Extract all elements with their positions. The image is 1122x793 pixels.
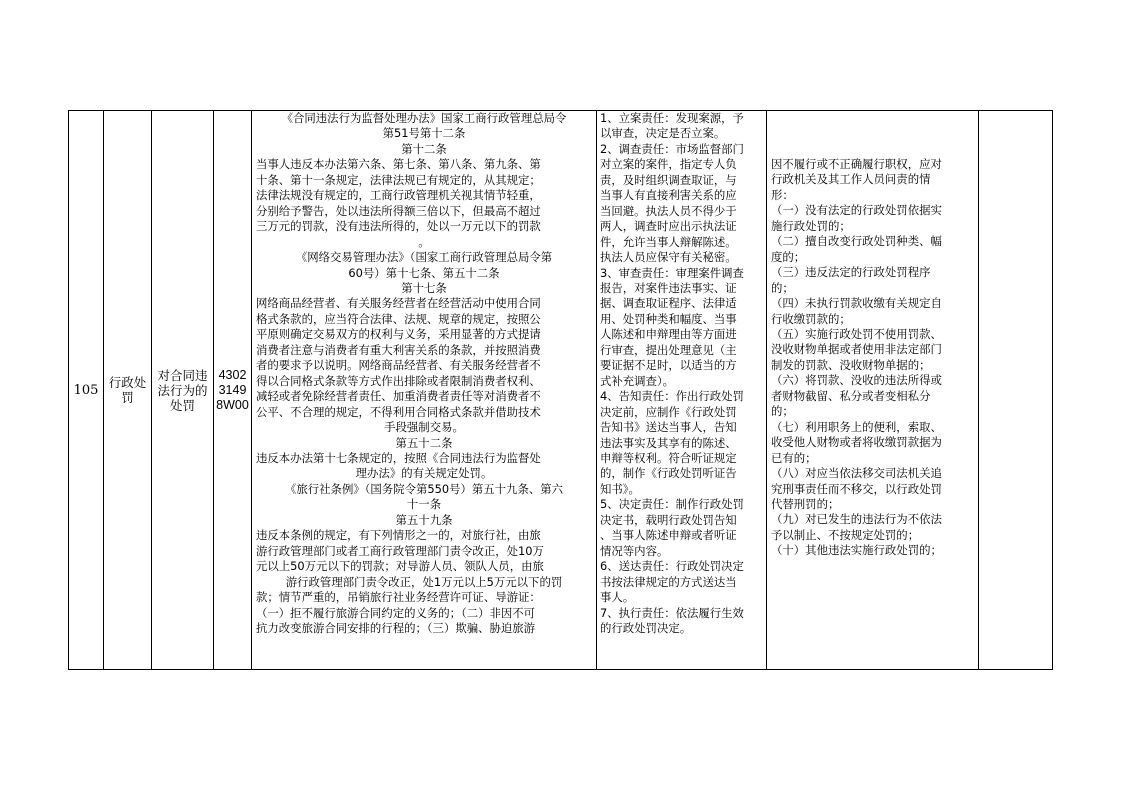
responsibility-line: 执法人员应保守有关秘密。: [600, 250, 737, 265]
accountability-cell: [767, 111, 979, 669]
legal-basis-cell: [252, 111, 597, 669]
legal-basis-line: 违反本办法第十七条规定的，按照《合同违法行为监督处: [256, 450, 541, 465]
accountability-line: （三）违反法定的行政处罚程序: [771, 265, 931, 280]
responsibility-line: 用、处罚种类和幅度、当事: [600, 311, 737, 326]
responsibility-line: 、当事人陈述申辩或者听证: [600, 528, 737, 543]
accountability-line: （十）其他违法实施行政处罚的；: [771, 543, 942, 558]
accountability-line: 者财物截留、私分或者变相私分: [771, 388, 931, 403]
legal-basis-line: 网络商品经营者、有关服务经营者在经营活动中使用合同: [256, 296, 541, 311]
accountability-line: 究刑事责任而不移交，以行政处罚: [771, 481, 942, 496]
legal-basis-line: 。: [418, 234, 430, 249]
legal-basis-line: 当事人违反本办法第六条、第七条、第八条、第九条、第: [256, 157, 541, 172]
responsibility-line: 知书》。: [600, 481, 640, 496]
responsibility-line: 据、调查取证程序、法律适: [600, 296, 737, 311]
legal-basis-line: 《合同违法行为监督处理办法》国家工商行政管理总局令: [281, 111, 567, 125]
legal-basis-line: 元以上50万元以下的罚款；对导游人员、领队人员，由旅: [256, 559, 544, 574]
responsibility-line: 行审查，提出处理意见（主: [600, 342, 737, 357]
legal-basis-line: 减轻或者免除经营者责任、加重消费者责任等对消费者不: [256, 389, 541, 404]
responsibility-line: 6、送达责任：行政处罚决定: [600, 559, 744, 574]
responsibility-line: 式补充调查）。: [600, 373, 675, 388]
row-number-cell: [69, 111, 104, 669]
accountability-line: （六）将罚款、没收的违法所得或: [771, 373, 942, 388]
accountability-line: 已有的；: [771, 450, 817, 465]
responsibility-line: 4、告知责任：作出行政处罚: [600, 389, 744, 404]
legal-basis-line: 游行政管理部门或者工商行政管理部门责令改正，处10万: [256, 543, 544, 558]
legal-basis-line: 理办法》的有关规定处罚。: [355, 466, 493, 481]
responsibility-line: 对立案的案件，指定专人负: [600, 157, 737, 172]
accountability-line: 行收缴罚款的；: [771, 311, 851, 326]
responsibility-line: 要证据不足时，以适当的方: [600, 358, 737, 373]
category-cell: [104, 111, 152, 669]
responsibility-line: 情况等内容。: [600, 543, 669, 558]
remarks-cell: [979, 111, 1052, 669]
responsibility-line: 人陈述和申辩理由等方面进: [600, 327, 737, 342]
accountability-line: 收受他人财物或者将收缴罚款据为: [771, 435, 942, 450]
accountability-line: 没收财物单据或者使用非法定部门: [771, 342, 942, 357]
legal-basis-line: 公平、不合理的规定，不得利用合同格式条款并借助技术: [256, 404, 541, 419]
legal-basis-line: 法律法规没有规定的，工商行政管理机关视其情节轻重，: [256, 188, 541, 203]
responsibility-line: 2、调查责任：市场监督部门: [600, 141, 744, 156]
item-name-cell: [152, 111, 214, 669]
accountability-line: 予以制止、不按规定处罚的；: [771, 527, 920, 542]
responsibility-line: 的行政处罚决定。: [600, 620, 692, 635]
item-code: 43023149 8W00: [216, 367, 249, 412]
responsibility-line: 申辩等权利。符合听证规定: [600, 450, 737, 465]
legal-basis-line: 得以合同格式条款等方式作出排除或者限制消费者权利、: [256, 373, 541, 388]
legal-basis-line: 平原则确定交易双方的权利与义务，采用显著的方式提请: [256, 327, 541, 342]
accountability-line: 形：: [771, 187, 794, 202]
legal-basis-line: 第十七条: [401, 280, 447, 295]
item-code-cell: [214, 111, 252, 669]
responsibility-line: 违法事实及其享有的陈述、: [600, 435, 737, 450]
legal-basis-line: 分别给予警告，处以违法所得额三倍以下，但最高不超过: [256, 203, 541, 218]
responsibility-line: 事人。: [600, 590, 635, 605]
legal-basis-text: [256, 111, 592, 636]
responsibility-line: 以审查，决定是否立案。: [600, 126, 726, 141]
responsibility-line: 1、立案责任：发现案源，予: [600, 111, 744, 125]
accountability-line: 代替刑罚的；: [771, 496, 840, 511]
legal-basis-line: 三万元的罚款，没有违法所得的，处以一万元以下的罚款: [256, 219, 541, 234]
responsibility-line: 责，及时组织调查取证，与: [600, 172, 737, 187]
legal-basis-line: 第五十九条: [395, 512, 453, 527]
item-name: 对合同违法行为的处罚: [157, 367, 208, 413]
legal-basis-line: （一）拒不履行旅游合同约定的义务的；（二）非因不可: [256, 605, 536, 620]
legal-basis-line: 60号）第十七条、第五十二条: [348, 265, 500, 280]
responsibility-line: 5、决定责任：制作行政处罚: [600, 497, 744, 512]
accountability-line: 的；: [771, 404, 794, 419]
accountability-line: （九）对已发生的违法行为不依法: [771, 512, 942, 527]
category-label: 行政处罚: [108, 375, 147, 405]
responsibility-text: [600, 111, 763, 636]
accountability-text: [771, 157, 975, 559]
responsibility-line: 当事人有直接利害关系的应: [600, 188, 737, 203]
responsibility-line: 两人，调查时应出示执法证: [600, 219, 737, 234]
legal-basis-line: 十一条: [406, 497, 442, 512]
accountability-line: （一）没有法定的行政处罚依据实: [771, 203, 942, 218]
accountability-line: 制发的罚款、没收财物单据的；: [771, 357, 931, 372]
legal-basis-line: 第51号第十二条: [382, 126, 466, 141]
row-number: 105: [73, 382, 99, 398]
accountability-line: 施行政处罚的；: [771, 218, 851, 233]
responsibility-line: 的，制作《行政处罚听证告: [600, 466, 737, 481]
accountability-line: 度的；: [771, 249, 806, 264]
legal-basis-line: 者的要求予以说明。网络商品经营者、有关服务经营者不: [256, 358, 541, 373]
responsibility-line: 决定书，载明行政处罚告知: [600, 512, 737, 527]
legal-basis-line: 消费者注意与消费者有重大利害关系的条款，并按照消费: [256, 342, 541, 357]
legal-basis-line: 抗力改变旅游合同安排的行程的；（三）欺骗、胁迫旅游: [256, 620, 536, 635]
accountability-line: 的；: [771, 280, 794, 295]
accountability-line: （四）未执行罚款收缴有关规定自: [771, 296, 942, 311]
legal-basis-line: 手段强制交易。: [384, 420, 464, 435]
responsibility-line: 书按法律规定的方式送达当: [600, 574, 737, 589]
accountability-line: （八）对应当依法移交司法机关追: [771, 466, 942, 481]
legal-basis-line: 格式条款的，应当符合法律、法规、规章的规定，按照公: [256, 311, 541, 326]
responsibility-cell: [597, 111, 767, 669]
responsibility-line: 告知书》送达当事人，告知: [600, 420, 737, 435]
legal-basis-line: 十条、第十一条规定，法律法规已有规定的，从其规定；: [256, 172, 541, 187]
legal-basis-line: 款；情节严重的，吊销旅行社业务经营许可证、导游证：: [256, 590, 541, 605]
accountability-line: 因不履行或不正确履行职权，应对: [771, 157, 942, 171]
legal-basis-line: 第五十二条: [395, 435, 453, 450]
legal-basis-line: 《网络交易管理办法》（国家工商行政管理总局令第: [295, 250, 553, 265]
responsibility-line: 3、审查责任：审理案件调查: [600, 265, 744, 280]
responsibility-line: 决定前，应制作《行政处罚: [600, 404, 737, 419]
accountability-line: （五）实施行政处罚不使用罚款、: [771, 326, 942, 341]
accountability-line: （七）利用职务上的便利，索取、: [771, 419, 942, 434]
legal-basis-line: 《旅行社条例》（国务院令第550号）第五十九条、第六: [284, 481, 564, 496]
accountability-line: 行政机关及其工作人员问责的情: [771, 172, 931, 187]
responsibility-line: 当回避。执法人员不得少于: [600, 203, 737, 218]
service-table: [68, 110, 1053, 670]
responsibility-line: 报告，对案件违法事实、证: [600, 280, 737, 295]
legal-basis-line: 第十二条: [401, 141, 447, 156]
accountability-line: （二）擅自改变行政处罚种类、幅: [771, 234, 942, 249]
legal-basis-line: 游行政管理部门责令改正，处1万元以上5万元以下的罚: [285, 574, 563, 589]
responsibility-line: 件，允许当事人辩解陈述。: [600, 234, 737, 249]
legal-basis-line: 违反本条例的规定，有下列情形之一的，对旅行社，由旅: [256, 528, 541, 543]
responsibility-line: 7、执行责任：依法履行生效: [600, 605, 744, 620]
